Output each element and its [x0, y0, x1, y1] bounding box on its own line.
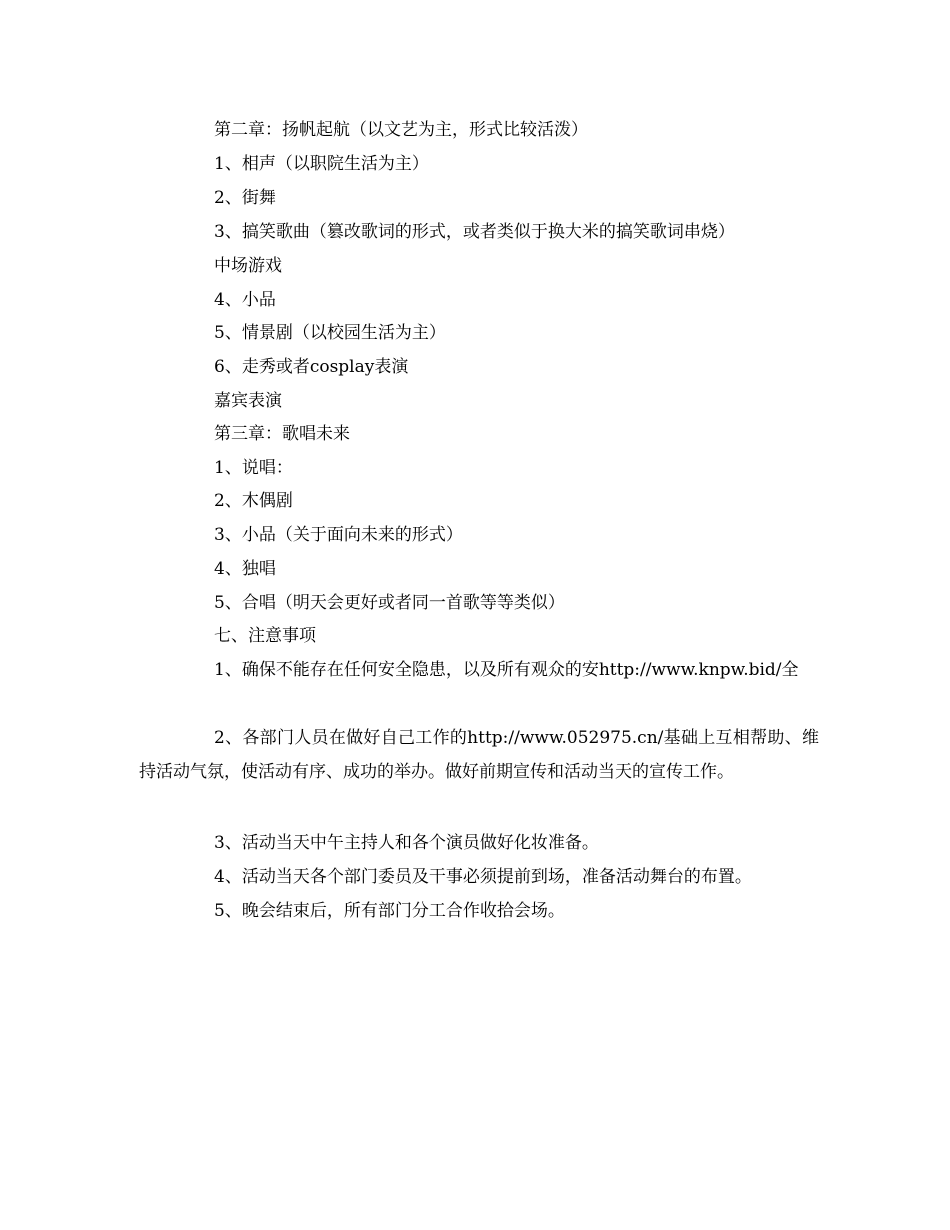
program-item: 2、木偶剧 [214, 491, 293, 511]
note-paragraph: 2、各部门人员在做好自己工作的http://www.052975.cn/基础上互相帮助、维持活动气氛，使活动有序、成功的举办。做好前期宣传和活动当天的宣传工作。 [139, 728, 819, 782]
program-item: 4、小品 [214, 290, 276, 310]
chapter-three-heading: 第三章：歌唱未来 [214, 424, 350, 444]
program-item: 3、搞笑歌曲（篡改歌词的形式，或者类似于换大米的搞笑歌词串烧） [214, 222, 735, 242]
program-item: 1、相声（以职院生活为主） [214, 154, 429, 174]
chapter-two-heading: 第二章：扬帆起航（以文艺为主，形式比较活泼） [214, 120, 588, 140]
program-item: 5、情景剧（以校园生活为主） [214, 323, 446, 343]
note-paragraph: 1、确保不能存在任何安全隐患，以及所有观众的安http://www.knpw.bid/全 [214, 660, 799, 680]
program-item: 1、说唱： [214, 458, 293, 478]
program-break: 中场游戏 [214, 256, 282, 276]
program-item: 2、街舞 [214, 188, 276, 208]
section-heading-notes: 七、注意事项 [214, 626, 316, 646]
note-paragraph: 4、活动当天各个部门委员及干事必须提前到场，准备活动舞台的布置。 [214, 867, 752, 887]
program-item: 4、独唱 [214, 559, 276, 579]
program-item: 5、合唱（明天会更好或者同一首歌等等类似） [214, 593, 565, 613]
program-item: 6、走秀或者cosplay表演 [214, 357, 409, 377]
program-item: 3、小品（关于面向未来的形式） [214, 525, 463, 545]
note-paragraph: 5、晚会结束后，所有部门分工合作收拾会场。 [214, 901, 565, 921]
program-break: 嘉宾表演 [214, 391, 282, 411]
note-paragraph: 3、活动当天中午主持人和各个演员做好化妆准备。 [214, 833, 599, 853]
